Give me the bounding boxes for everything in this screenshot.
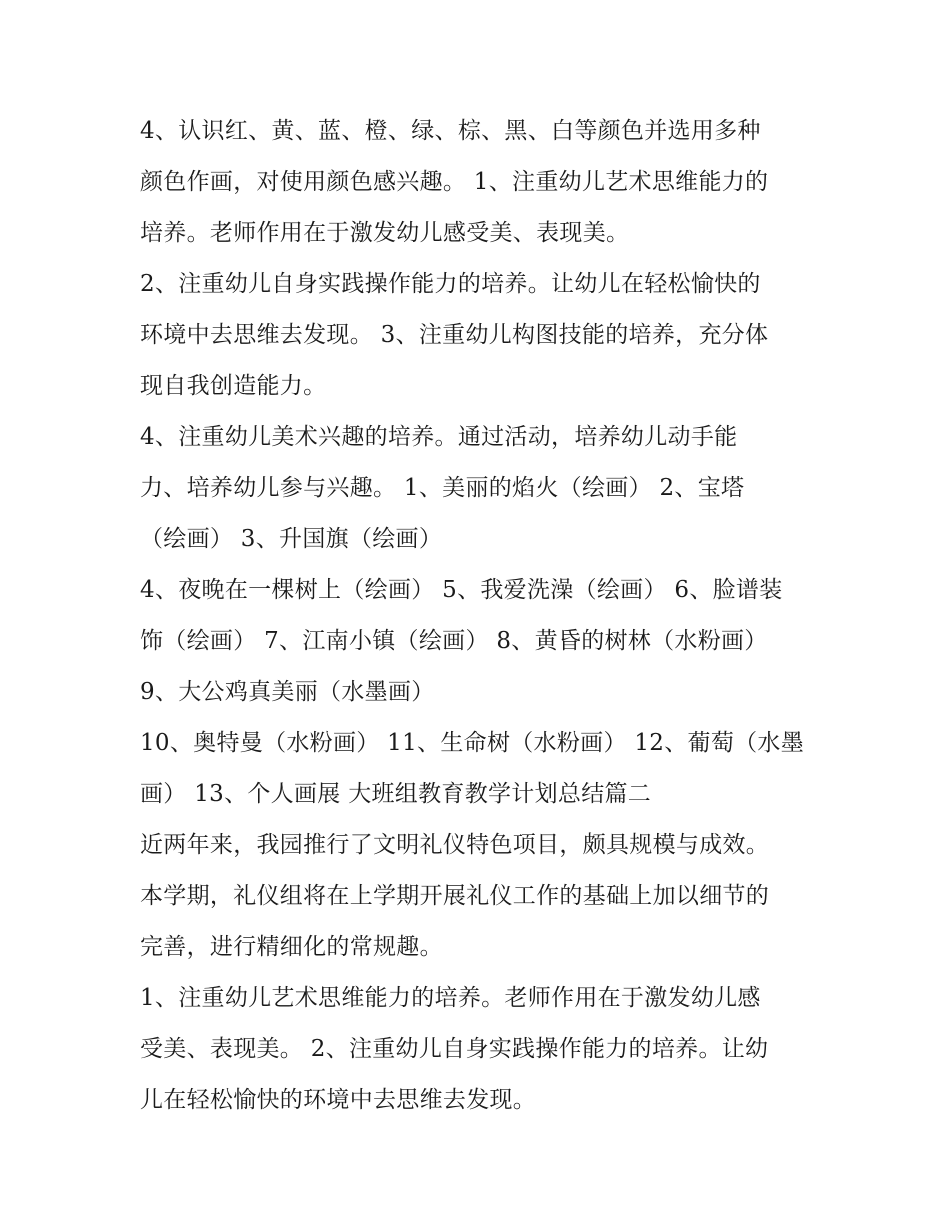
text-line: 1、注重幼儿艺术思维能力的培养。老师作用在于激发幼儿感: [140, 985, 761, 1011]
text-line: 2、注重幼儿自身实践操作能力的培养。让幼儿在轻松愉快的: [140, 271, 761, 297]
text-line: 受美、表现美。 2、注重幼儿自身实践操作能力的培养。让幼: [140, 1036, 769, 1062]
text-line: 力、培养幼儿参与兴趣。 1、美丽的焰火（绘画） 2、宝塔: [140, 475, 745, 501]
text-line: 现自我创造能力。: [140, 373, 327, 399]
text-line: 本学期，礼仪组将在上学期开展礼仪工作的基础上加以细节的: [140, 883, 770, 909]
text-line: 儿在轻松愉快的环境中去思维去发现。: [140, 1087, 537, 1113]
text-line: 颜色作画，对使用颜色感兴趣。 1、注重幼儿艺术思维能力的: [140, 169, 769, 195]
text-line: 饰（绘画） 7、江南小镇（绘画） 8、黄昏的树林（水粉画）: [140, 628, 768, 654]
text-line: 4、夜晚在一棵树上（绘画） 5、我爱洗澡（绘画） 6、脸谱装: [140, 577, 783, 603]
text-line: 画） 13、个人画展 大班组教育教学计划总结篇二: [140, 781, 652, 807]
text-line: 环境中去思维去发现。 3、注重幼儿构图技能的培养，充分体: [140, 322, 769, 348]
text-line: 培养。老师作用在于激发幼儿感受美、表现美。: [140, 220, 630, 246]
text-line: 4、认识红、黄、蓝、橙、绿、棕、黑、白等颜色并选用多种: [140, 118, 761, 144]
text-line: 4、注重幼儿美术兴趣的培养。通过活动，培养幼儿动手能: [140, 424, 738, 450]
document-body: [140, 106, 830, 1126]
text-line: 10、奥特曼（水粉画） 11、生命树（水粉画） 12、葡萄（水墨: [140, 730, 805, 756]
text-line: 近两年来，我园推行了文明礼仪特色项目，颇具规模与成效。: [140, 832, 770, 858]
text-line: 9、大公鸡真美丽（水墨画）: [140, 679, 435, 705]
text-line: （绘画） 3、升国旗（绘画）: [140, 526, 443, 552]
text-line: 完善，进行精细化的常规趣。: [140, 934, 443, 960]
